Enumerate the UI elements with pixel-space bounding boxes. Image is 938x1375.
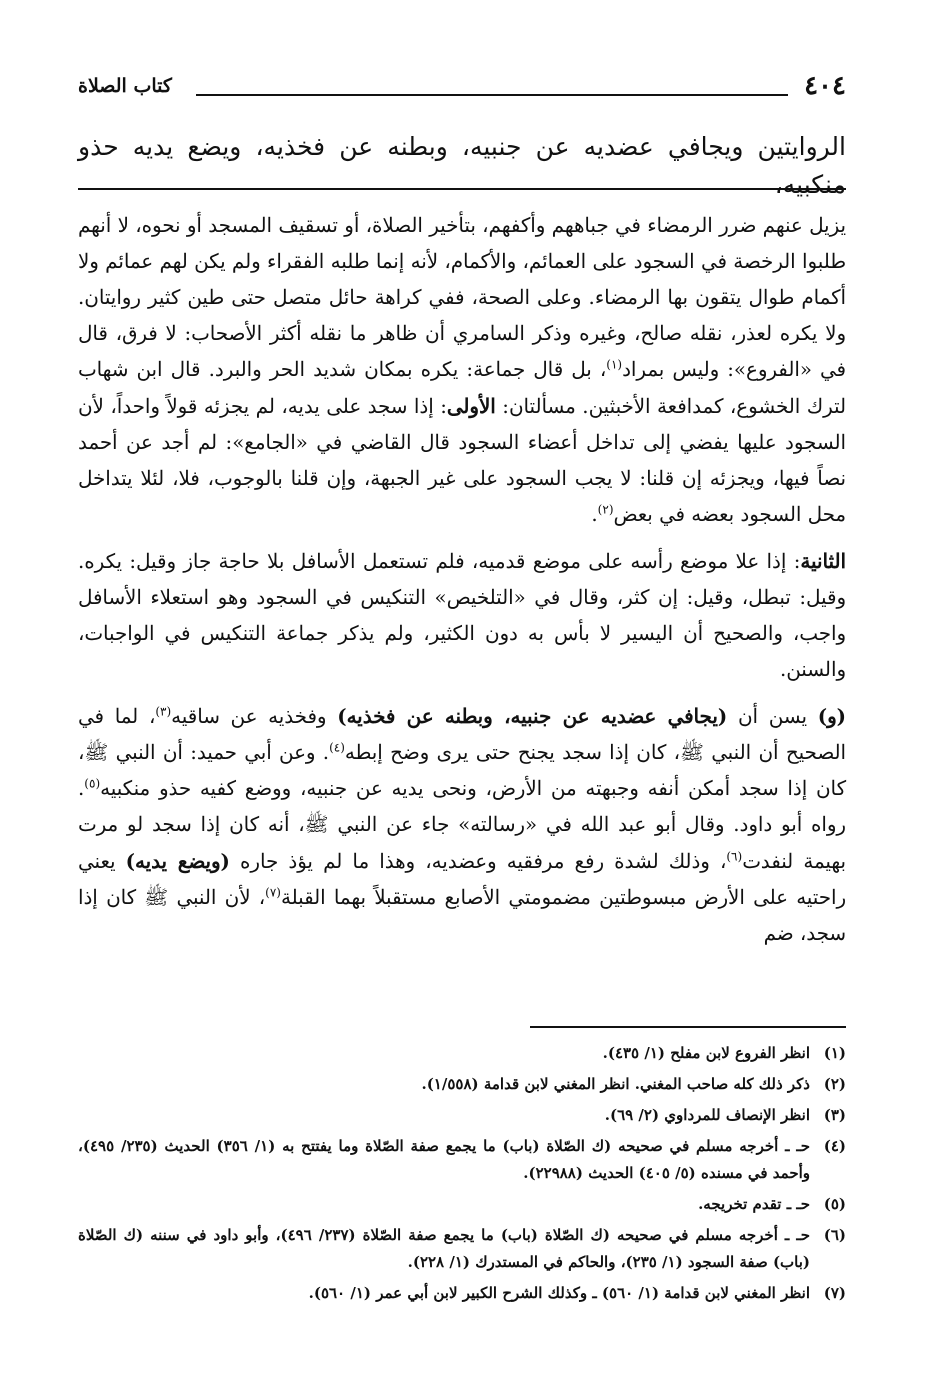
footnote-number: (٤) — [823, 1137, 846, 1155]
footnote-ref-2: (٢) — [597, 502, 614, 517]
text-run: ، بل قال جماعة: يكره بمكان شديد الحر والبرد. قال ابن شهاب لترك الخشوع، كمدافعة الأخبثين. مسألتان: — [78, 358, 846, 418]
footnote — [78, 1133, 846, 1187]
text-run: ، لأن النبي ﷺ كان إذا سجد، ضم — [78, 886, 846, 945]
footnote — [78, 1040, 846, 1067]
text-run: : إذا علا موضع رأسه على موضع قدميه، فلم تستعمل الأسافل بلا حاجة جاز وقيل: يكره. وقيل: تبطل، وقيل: إن كثر، وقال في «التلخيص» التنكيس في السجود وهو استعلاء الأسافل واجب، والصحيح أن اليسير لا بأس به دون الكثير، ولم يذكر جماعة التنكيس في الواجبات، والسنن. — [78, 550, 846, 681]
footnote-text: انظر المغني لابن قدامة (١/ ٥٦٠) ـ وكذلك الشرح الكبير لابن أبي عمر (١/ ٥٦٠). — [308, 1284, 810, 1302]
footnote-number: (٣) — [823, 1106, 846, 1124]
footnote — [78, 1222, 846, 1276]
commentary — [78, 208, 846, 962]
footnote-ref-7: (٧) — [265, 885, 281, 900]
text-run: يسن أن — [727, 705, 818, 728]
footnote-ref-4: (٤) — [329, 740, 345, 755]
footnote — [78, 1280, 846, 1307]
footnote-ref-1: (١) — [606, 357, 623, 372]
text-run: وفخذيه عن ساقيه — [171, 705, 338, 728]
bold-term: (و) — [817, 704, 846, 728]
commentary-paragraph-1 — [78, 208, 846, 533]
text-run: ، وذلك لشدة رفع مرفقيه وعضديه، وهذا ما لم يؤذ جاره — [229, 850, 727, 873]
footnote — [78, 1102, 846, 1129]
text-run: يزيل عنهم ضرر الرمضاء في جباههم وأكفهم، بتأخير الصلاة، أو تسقيف المسجد أو نحوه، لا أنهم طلبوا الرخصة في السجود على العمائم، والأكمام، لأنه إنما طلبه الفقراء ولم يكن لهم عمائم ولا أكمام طوال يتقون بها الرمضاء. وعلى الصحة، ففي كراهة حائل متصل حتى طين كثير روايتان. ولا يكره لعذر، نقله صالح، وغيره وذكر السامري أن ظاهر ما نقله أكثر الأصحاب: لا فرق، قال في «الفروع»: وليس بمراد — [78, 214, 847, 381]
footnote — [78, 1071, 846, 1098]
bold-matn-quote: (ويضع يديه) — [125, 849, 230, 873]
text-run: . رواه أبو داود. وقال أبو عبد الله في «رسالته» جاء عن النبي ﷺ، أنه كان إذا سجد لو مرت بهيمة لنفدت — [78, 777, 846, 873]
text-run: يعني راحتيه على الأرض مبسوطتين مضمومتي الأصابع مستقبلاً بهما القبلة — [78, 850, 847, 909]
footnotes — [78, 1040, 846, 1311]
footnote-ref-5: (٥) — [84, 776, 101, 791]
matn-divider — [78, 188, 846, 190]
footnote-number: (٦) — [823, 1226, 846, 1244]
header-rule — [196, 94, 788, 96]
footnote-text: حـ ـ أخرجه مسلم في صحيحه (ك الصّلاة (باب) ما يجمع صفة الصّلاة (٢٣٧/ ٤٩٦)، وأبو داود في سننه (ك الصّلاة (باب) صفة السجود (١/ ٢٣٥)، والحاكم في المستدرك (١/ ٢٢٨). — [78, 1226, 811, 1271]
footnote-number: (١) — [823, 1044, 846, 1062]
page-header — [78, 66, 846, 106]
matn-text: الروايتين ويجافي عضديه عن جنبيه، وبطنه عن فخذيه، ويضع يديه حذو منكبيه، — [78, 132, 846, 199]
footnote-text: حـ ـ تقدم تخريجه. — [698, 1195, 810, 1213]
text-run: . — [591, 503, 598, 526]
footnote-ref-3: (٣) — [155, 704, 172, 719]
footnote-ref-6: (٦) — [726, 849, 743, 864]
text-run: . وعن أبي حميد: أن النبي ﷺ، كان إذا سجد أمكن أنفه وجبهته من الأرض، ونحى يديه عن جنبيه، ووضع كفيه حذو منكبيه — [78, 741, 846, 800]
footnote-text: انظر الفروع لابن مفلح (١/ ٤٣٥). — [602, 1044, 810, 1062]
bold-term: الأولى — [446, 394, 496, 418]
footnote-number: (٧) — [823, 1284, 846, 1302]
footnote-divider — [530, 1026, 846, 1028]
text-run: ، لما في الصحيح أن النبي ﷺ، كان إذا سجد يجنح حتى يرى وضح إبطه — [78, 705, 846, 764]
footnote-number: (٢) — [823, 1075, 846, 1093]
footnote-text: انظر الإنصاف للمرداوي (٢/ ٦٩). — [604, 1106, 810, 1124]
page-number: ٤٠٤ — [804, 71, 846, 101]
commentary-paragraph-2 — [78, 543, 846, 688]
commentary-paragraph-3 — [78, 698, 846, 952]
bold-term: الثانية — [800, 549, 846, 573]
footnote-text: ذكر ذلك كله صاحب المغني. انظر المغني لابن قدامة (١/٥٥٨). — [421, 1075, 810, 1093]
book-title: كتاب الصلاة — [78, 75, 172, 97]
footnote-number: (٥) — [823, 1195, 846, 1213]
bold-matn-quote: (يجافي عضديه عن جنبيه، وبطنه عن فخذيه) — [337, 704, 728, 728]
footnote — [78, 1191, 846, 1218]
text-run: : إذا سجد على يديه، لم يجزئه قولاً واحداً، لأن السجود عليها يفضي إلى تداخل أعضاء السجود قال القاضي في «الجامع»: لم أجد عن أحمد نصاً فيها، ويجزئه إن قلنا: لا يجب السجود على غير الجبهة، وإن قلنا بالوجوب، فلا، لئلا يتداخل محل السجود بعضه في بعض — [78, 395, 846, 526]
footnote-text: حـ ـ أخرجه مسلم في صحيحه (ك الصّلاة (باب) ما يجمع صفة الصّلاة وما يفتتح به (١/ ٣٥٦) الحديث (٢٣٥/ ٤٩٥)، وأحمد في مسنده (٥/ ٤٠٥) الحديث (٢٢٩٨٨). — [78, 1137, 810, 1182]
